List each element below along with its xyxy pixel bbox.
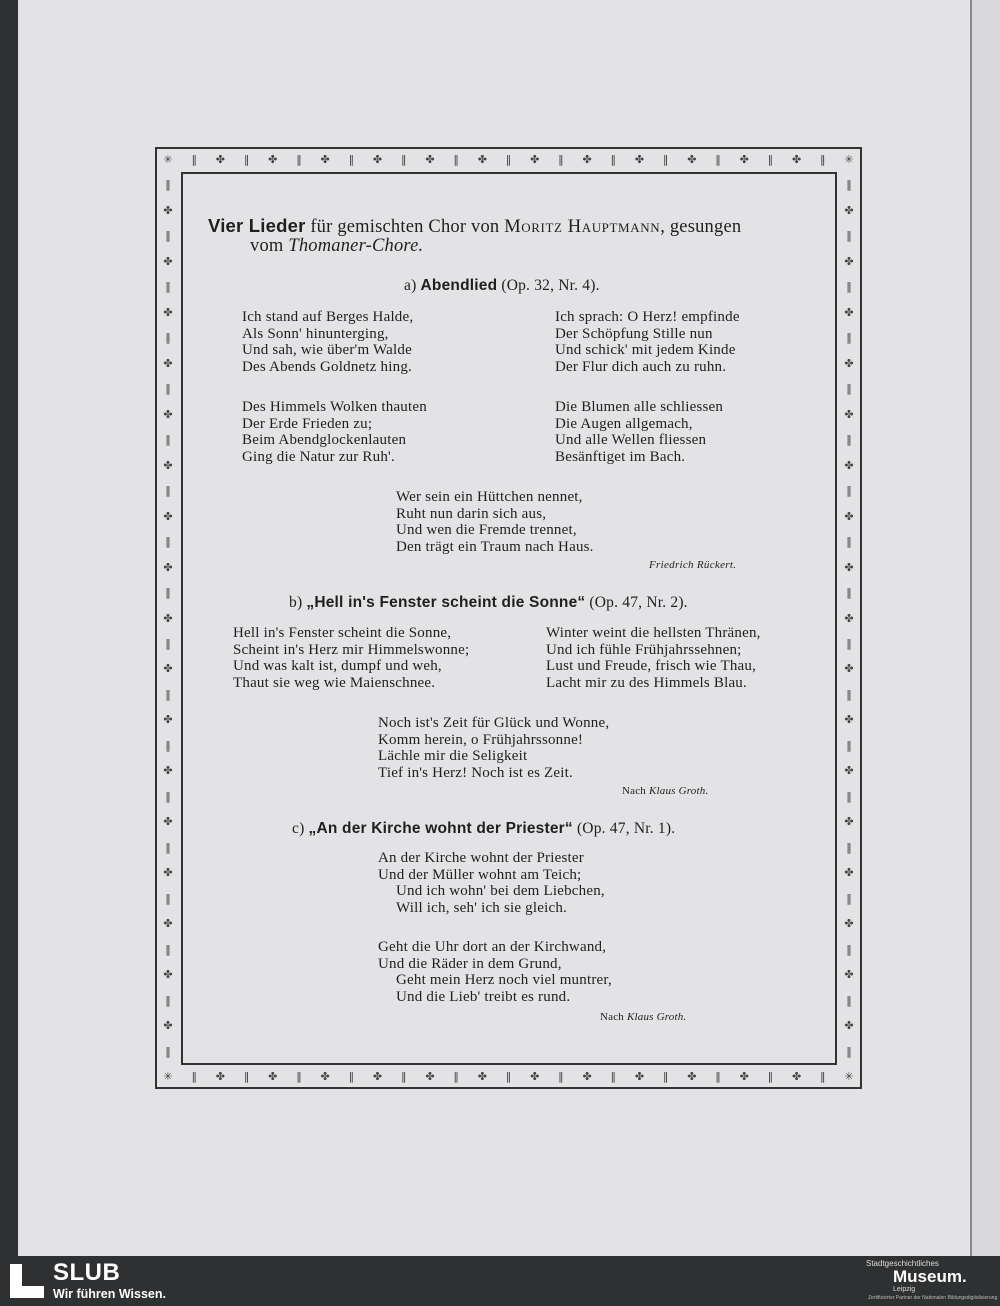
double-bar-icon: ‖ [820, 1070, 826, 1083]
quatrefoil-icon: ✤ [582, 1070, 592, 1083]
verse-line: Scheint in's Herz mir Himmelswonne; [233, 641, 470, 658]
verse-line: Der Schöpfung Stille nun [555, 325, 713, 342]
verse-line: Hell in's Fenster scheint die Sonne, [233, 625, 452, 641]
verse-line: Wer sein ein Hüttchen nennet, [396, 489, 583, 505]
song-a-right-stanza-2 [555, 399, 723, 465]
quatrefoil-icon: ✤ [687, 1070, 697, 1083]
double-bar-icon: ‖ [191, 153, 197, 166]
verse-line: Geht mein Herz noch viel muntrer, [396, 972, 612, 988]
quatrefoil-icon: ✤ [792, 153, 802, 166]
song-b-author [622, 783, 708, 800]
quatrefoil-icon: ✤ [163, 305, 173, 319]
quatrefoil-icon: ✤ [163, 713, 173, 727]
quatrefoil-icon: ✤ [372, 153, 383, 166]
double-bar-icon: ‖ [165, 484, 171, 498]
verse-line: Die Blumen alle schliessen [555, 399, 724, 415]
quatrefoil-icon: ✤ [634, 153, 645, 166]
choir-name: Thomaner-Chore. [288, 236, 424, 256]
song-a-left-stanza-1 [242, 309, 413, 375]
verse-line: Noch ist's Zeit für Glück und Wonne, [378, 715, 610, 731]
verse-line: Als Sonn' hinunterging, [242, 325, 389, 342]
quatrefoil-icon: ✤ [844, 713, 854, 727]
quatrefoil-icon: ✤ [425, 153, 435, 166]
double-bar-icon: ‖ [348, 153, 355, 166]
double-bar-icon: ‖ [165, 280, 171, 294]
double-bar-icon: ‖ [846, 891, 852, 905]
verse-line: Und alle Wellen fliessen [555, 432, 707, 448]
double-bar-icon: ‖ [400, 153, 407, 166]
double-bar-icon: ‖ [846, 687, 852, 701]
asterisk-icon: ✳ [163, 1070, 173, 1083]
double-bar-icon: ‖ [846, 382, 852, 396]
quatrefoil-icon: ✤ [844, 509, 854, 523]
quatrefoil-icon: ✤ [792, 1070, 802, 1083]
verse-line: Und schick' mit jedem Kinde [555, 342, 736, 358]
song-c-heading [292, 820, 675, 838]
double-bar-icon: ‖ [348, 1070, 355, 1083]
quatrefoil-icon: ✤ [739, 153, 749, 166]
song-a-opus: (Op. 32, Nr. 4). [497, 277, 600, 294]
double-bar-icon: ‖ [165, 229, 171, 243]
quatrefoil-icon: ✤ [163, 917, 173, 931]
quatrefoil-icon: ✤ [844, 407, 854, 421]
double-bar-icon: ‖ [846, 229, 852, 243]
next-page-edge [970, 0, 1000, 1256]
verse-line: Will ich, seh' ich sie gleich. [396, 899, 567, 916]
quatrefoil-icon: ✤ [163, 611, 173, 625]
double-bar-icon: ‖ [846, 535, 852, 549]
verse-line: Beim Abendglockenlauten [242, 432, 407, 448]
double-bar-icon: ‖ [846, 331, 852, 345]
double-bar-icon: ‖ [243, 1070, 250, 1083]
quatrefoil-icon: ✤ [530, 1070, 540, 1083]
double-bar-icon: ‖ [165, 738, 171, 752]
intro-bold: Vier Lieder [208, 215, 306, 236]
song-c-opus: (Op. 47, Nr. 1). [572, 820, 676, 837]
quatrefoil-icon: ✤ [163, 203, 173, 217]
song-c-label: c) [292, 820, 309, 837]
verse-line: Der Erde Frieden zu; [242, 415, 373, 432]
double-bar-icon: ‖ [715, 1070, 721, 1083]
double-bar-icon: ‖ [715, 153, 721, 166]
quatrefoil-icon: ✤ [268, 1070, 278, 1083]
intro-line-2 [250, 236, 423, 257]
double-bar-icon: ‖ [846, 942, 852, 956]
double-bar-icon: ‖ [505, 1070, 512, 1083]
verse-line: Und ich wohn' bei dem Liebchen, [396, 883, 605, 899]
double-bar-icon: ‖ [846, 178, 852, 192]
intro-text-2: , gesungen [660, 217, 742, 237]
intro-line-1 [208, 215, 741, 238]
intro-line2-prefix: vom [250, 236, 289, 256]
double-bar-icon: ‖ [610, 153, 617, 166]
verse-line: Und die Räder in dem Grund, [378, 955, 562, 972]
asterisk-icon: ✳ [844, 1070, 854, 1083]
quatrefoil-icon: ✤ [163, 509, 173, 523]
quatrefoil-icon: ✤ [163, 407, 173, 421]
quatrefoil-icon: ✤ [268, 153, 278, 166]
song-c-author-name: Klaus Groth. [626, 1011, 687, 1023]
slub-name: SLUB [53, 1259, 121, 1286]
double-bar-icon: ‖ [165, 789, 171, 803]
quatrefoil-icon: ✤ [163, 866, 173, 880]
quatrefoil-icon: ✤ [163, 458, 173, 472]
double-bar-icon: ‖ [165, 942, 171, 956]
double-bar-icon: ‖ [165, 382, 171, 396]
quatrefoil-icon: ✤ [372, 1070, 383, 1083]
double-bar-icon: ‖ [558, 153, 564, 166]
quatrefoil-icon: ✤ [477, 153, 487, 166]
double-bar-icon: ‖ [846, 789, 852, 803]
double-bar-icon: ‖ [820, 153, 826, 166]
quatrefoil-icon: ✤ [844, 254, 854, 268]
double-bar-icon: ‖ [846, 636, 852, 650]
double-bar-icon: ‖ [505, 153, 512, 166]
quatrefoil-icon: ✤ [687, 153, 697, 166]
double-bar-icon: ‖ [662, 1070, 669, 1083]
verse-line: Und sah, wie über'm Walde [242, 342, 412, 358]
verse-line: Ich stand auf Berges Halde, [242, 309, 414, 325]
quatrefoil-icon: ✤ [163, 764, 173, 778]
double-bar-icon: ‖ [846, 993, 852, 1007]
quatrefoil-icon: ✤ [739, 1070, 749, 1083]
song-a-heading [404, 277, 600, 295]
quatrefoil-icon: ✤ [163, 968, 173, 982]
quatrefoil-icon: ✤ [163, 356, 173, 370]
quatrefoil-icon: ✤ [844, 560, 854, 574]
song-b-opus: (Op. 47, Nr. 2). [585, 594, 688, 611]
song-a-title: Abendlied [420, 277, 498, 294]
quatrefoil-icon: ✤ [425, 1070, 435, 1083]
quatrefoil-icon: ✤ [582, 153, 592, 166]
song-a-left-stanza-2 [242, 399, 427, 465]
song-b-label: b) [289, 594, 307, 611]
quatrefoil-icon: ✤ [844, 203, 854, 217]
double-bar-icon: ‖ [296, 1070, 302, 1083]
quatrefoil-icon: ✤ [634, 1070, 645, 1083]
double-bar-icon: ‖ [846, 484, 852, 498]
song-b-title: „Hell in's Fenster scheint die Sonne“ [306, 594, 586, 611]
quatrefoil-icon: ✤ [844, 815, 854, 829]
double-bar-icon: ‖ [846, 433, 852, 447]
verse-line: Komm herein, o Frühjahrssonne! [378, 731, 584, 748]
quatrefoil-icon: ✤ [844, 866, 854, 880]
song-b-heading [289, 594, 688, 612]
composer-name: Moritz Hauptmann [504, 217, 661, 237]
double-bar-icon: ‖ [662, 153, 669, 166]
song-c-author-prefix: Nach [600, 1011, 627, 1023]
double-bar-icon: ‖ [453, 153, 459, 166]
verse-line: Und wen die Fremde trennet, [396, 522, 577, 538]
song-a-right-stanza-1 [555, 309, 740, 375]
song-b-author-prefix: Nach [622, 785, 649, 797]
song-c-title: „An der Kirche wohnt der Priester“ [308, 820, 573, 837]
quatrefoil-icon: ✤ [844, 662, 854, 676]
song-c-stanza-1 [378, 850, 605, 916]
quatrefoil-icon: ✤ [320, 1070, 330, 1083]
double-bar-icon: ‖ [165, 586, 171, 600]
verse-line: Den trägt ein Traum nach Haus. [396, 538, 594, 555]
quatrefoil-icon: ✤ [530, 153, 540, 166]
double-bar-icon: ‖ [453, 1070, 459, 1083]
double-bar-icon: ‖ [846, 586, 852, 600]
quatrefoil-icon: ✤ [844, 917, 854, 931]
verse-line: Des Himmels Wolken thauten [242, 399, 427, 415]
double-bar-icon: ‖ [165, 433, 171, 447]
quatrefoil-icon: ✤ [844, 611, 854, 625]
verse-line: Besänftiget im Bach. [555, 448, 686, 465]
song-b-author-name: Klaus Groth. [648, 785, 709, 797]
quatrefoil-icon: ✤ [163, 1019, 173, 1033]
double-bar-icon: ‖ [846, 1044, 852, 1058]
quatrefoil-icon: ✤ [215, 153, 225, 166]
double-bar-icon: ‖ [191, 1070, 197, 1083]
verse-line: Lust und Freude, frisch wie Thau, [546, 658, 757, 674]
verse-line: Ruht nun darin sich aus, [396, 505, 547, 522]
intro-text-1: für gemischten Chor von [305, 217, 505, 237]
verse-line: Ging die Natur zur Ruh'. [242, 448, 395, 465]
quatrefoil-icon: ✤ [844, 764, 854, 778]
quatrefoil-icon: ✤ [320, 153, 330, 166]
double-bar-icon: ‖ [165, 1044, 171, 1058]
museum-name: Museum. [893, 1267, 967, 1286]
double-bar-icon: ‖ [767, 1070, 774, 1083]
quatrefoil-icon: ✤ [163, 662, 173, 676]
slub-logo-icon [10, 1264, 44, 1298]
song-a-center-stanza [396, 489, 594, 555]
double-bar-icon: ‖ [846, 280, 852, 294]
double-bar-icon: ‖ [767, 153, 774, 166]
double-bar-icon: ‖ [165, 331, 171, 345]
museum-partner: Zertifizierter Partner der Nationalen Bildungsdigitalisierung [868, 1295, 998, 1301]
double-bar-icon: ‖ [558, 1070, 564, 1083]
decorative-frame-inner [181, 172, 837, 1065]
asterisk-icon: ✳ [844, 153, 854, 166]
verse-line: Lacht mir zu des Himmels Blau. [546, 674, 747, 691]
verse-line: Thaut sie weg wie Maienschnee. [233, 674, 436, 691]
quatrefoil-icon: ✤ [844, 458, 854, 472]
verse-line: Des Abends Goldnetz hing. [242, 358, 412, 375]
verse-line: Die Augen allgemach, [555, 415, 693, 432]
double-bar-icon: ‖ [165, 178, 171, 192]
song-c-author [600, 1009, 686, 1026]
verse-line: Der Flur dich auch zu ruhn. [555, 358, 727, 375]
double-bar-icon: ‖ [243, 153, 250, 166]
quatrefoil-icon: ✤ [844, 968, 854, 982]
quatrefoil-icon: ✤ [844, 1019, 854, 1033]
slub-tagline: Wir führen Wissen. [53, 1287, 166, 1301]
verse-line: Und ich fühle Frühjahrssehnen; [546, 641, 742, 658]
song-b-right-stanza [546, 625, 761, 691]
double-bar-icon: ‖ [165, 636, 171, 650]
double-bar-icon: ‖ [165, 993, 171, 1007]
double-bar-icon: ‖ [400, 1070, 407, 1083]
double-bar-icon: ‖ [296, 153, 302, 166]
museum-city: Leipzig [893, 1286, 916, 1293]
verse-line: An der Kirche wohnt der Priester [378, 850, 584, 866]
double-bar-icon: ‖ [165, 535, 171, 549]
song-a-label: a) [404, 277, 421, 294]
double-bar-icon: ‖ [610, 1070, 617, 1083]
quatrefoil-icon: ✤ [163, 254, 173, 268]
verse-line: Ich sprach: O Herz! empfinde [555, 309, 740, 325]
double-bar-icon: ‖ [165, 891, 171, 905]
quatrefoil-icon: ✤ [844, 356, 854, 370]
verse-line: Und der Müller wohnt am Teich; [378, 866, 582, 883]
song-b-center-stanza [378, 715, 609, 781]
asterisk-icon: ✳ [163, 153, 173, 166]
song-a-author: Friedrich Rückert. [649, 559, 737, 571]
verse-line: Winter weint die hellsten Thränen, [546, 625, 761, 641]
song-b-left-stanza [233, 625, 469, 691]
verse-line: Und die Lieb' treibt es rund. [396, 988, 571, 1005]
quatrefoil-icon: ✤ [215, 1070, 225, 1083]
double-bar-icon: ‖ [165, 687, 171, 701]
museum-line-1: Stadtgeschichtliches [866, 1259, 939, 1268]
verse-line: Lächle mir die Seligkeit [378, 748, 528, 764]
verse-line: Und was kalt ist, dumpf und weh, [233, 658, 442, 674]
quatrefoil-icon: ✤ [477, 1070, 487, 1083]
verse-line: Tief in's Herz! Noch ist es Zeit. [378, 764, 573, 781]
double-bar-icon: ‖ [846, 840, 852, 854]
quatrefoil-icon: ✤ [163, 815, 173, 829]
quatrefoil-icon: ✤ [844, 305, 854, 319]
double-bar-icon: ‖ [165, 840, 171, 854]
verse-line: Geht die Uhr dort an der Kirchwand, [378, 939, 607, 955]
double-bar-icon: ‖ [846, 738, 852, 752]
song-c-stanza-2 [378, 939, 612, 1005]
quatrefoil-icon: ✤ [163, 560, 173, 574]
